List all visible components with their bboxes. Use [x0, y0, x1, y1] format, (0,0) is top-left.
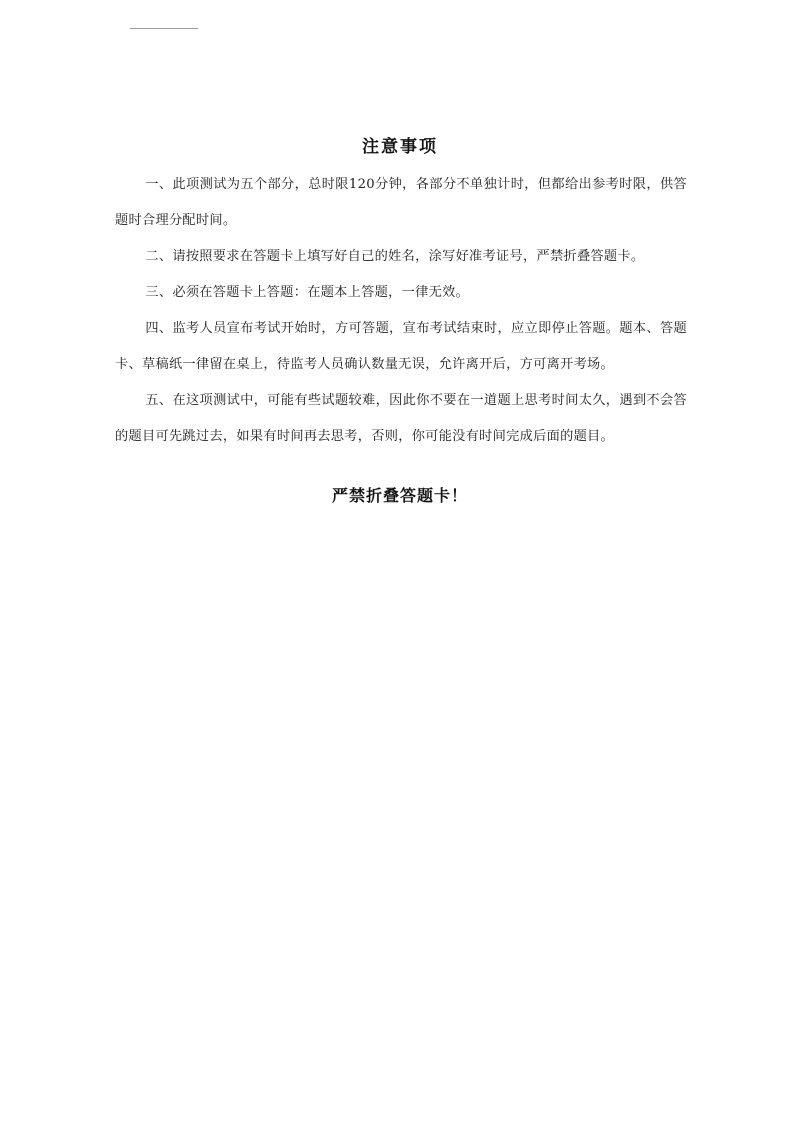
notice-item-2: 二、请按照要求在答题卡上填写好自己的姓名，涂写好准考证号，严禁折叠答题卡。 [145, 249, 645, 264]
notice-list [115, 167, 687, 455]
notice-item-1: 一、此项测试为五个部分，总时限120分钟，各部分不单独计时，但都给出参考时限，供答题时合理分配时间。 [115, 177, 687, 228]
scan-artifact-line [130, 28, 198, 29]
page-title: 注意事项 [362, 137, 438, 158]
notice-item-5: 五、在这项测试中，可能有些试题较难，因此你不要在一道题上思考时间太久，遇到不会答的题目可先跳过去，如果有时间再去思考，否则，你可能没有时间完成后面的题目。 [115, 393, 687, 444]
fold-warning: 严禁折叠答题卡！ [331, 486, 468, 505]
notice-item-4: 四、监考人员宣布考试开始时，方可答题，宣布考试结束时，应立即停止答题。题本、答题卡、草稿纸一律留在桌上，待监考人员确认数量无误，允许离开后，方可离开考场。 [115, 321, 687, 372]
notice-item-3: 三、必须在答题卡上答题：在题本上答题，一律无效。 [145, 285, 470, 300]
